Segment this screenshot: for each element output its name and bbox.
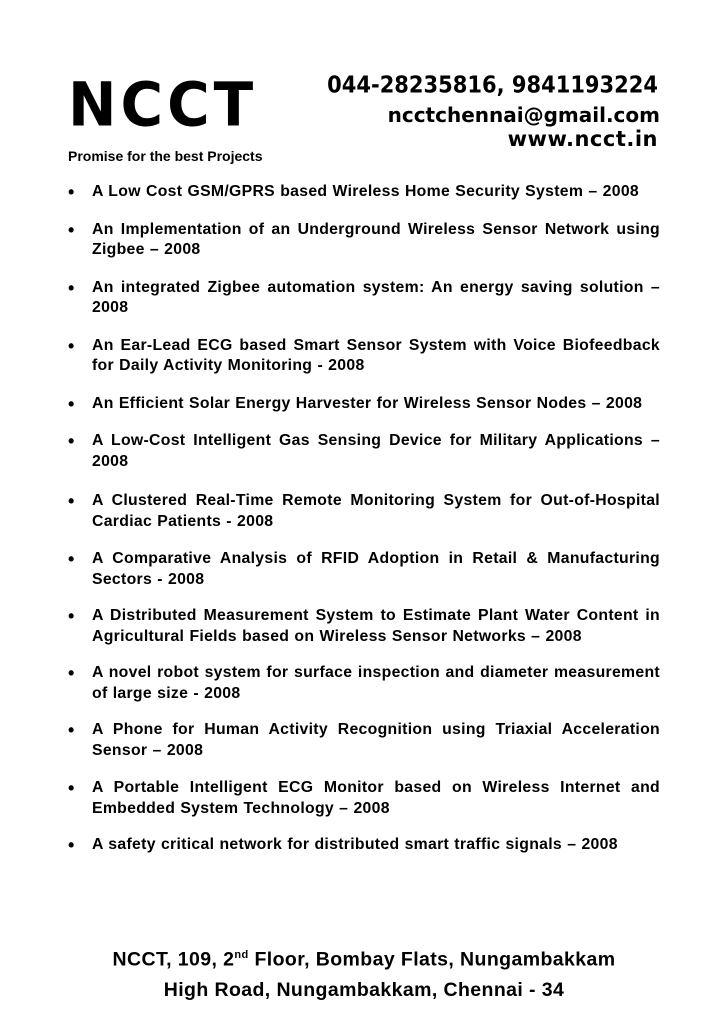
project-item: • A novel robot system for surface inspection and diameter measurement of large size - 2008 bbox=[68, 663, 660, 704]
email-address: ncctchennai@gmail.com bbox=[387, 103, 660, 127]
address-line-1 bbox=[68, 940, 660, 975]
ncct-logo: NCCT bbox=[68, 68, 258, 141]
contact-block bbox=[327, 70, 658, 154]
address-line-1-end: Floor, Bombay Flats, Nungambakkam bbox=[248, 948, 616, 971]
project-item: • A safety critical network for distributed smart traffic signals – 2008 bbox=[68, 835, 660, 856]
project-item: • An Implementation of an Underground Wireless Sensor Network using Zigbee – 2008 bbox=[68, 220, 660, 261]
project-item: • A Phone for Human Activity Recognition using Triaxial Acceleration Sensor – 2008 bbox=[68, 720, 660, 761]
project-item: • A Portable Intelligent ECG Monitor based on Wireless Internet and Embedded System Technology – 2008 bbox=[68, 778, 660, 819]
address-line-2: High Road, Nungambakkam, Chennai - 34 bbox=[163, 978, 565, 1001]
address-footer bbox=[68, 940, 660, 1005]
tagline: Promise for the best Projects bbox=[68, 148, 263, 164]
website: www.ncct.in bbox=[507, 127, 658, 151]
project-item: • An Ear-Lead ECG based Smart Sensor System with Voice Biofeedback for Daily Activity Monitoring - 2008 bbox=[68, 336, 660, 377]
project-item: • A Comparative Analysis of RFID Adoption in Retail & Manufacturing Sectors - 2008 bbox=[68, 549, 660, 590]
project-list bbox=[68, 182, 660, 856]
ordinal-suffix: nd bbox=[234, 949, 249, 961]
project-item: • A Clustered Real-Time Remote Monitoring System for Out-of-Hospital Cardiac Patients - 2008 bbox=[68, 491, 660, 532]
project-item: • An Efficient Solar Energy Harvester for Wireless Sensor Nodes – 2008 bbox=[68, 394, 660, 415]
address-line-1-start: NCCT, 109, 2 bbox=[112, 948, 235, 971]
phone-numbers: 044-28235816, 9841193224 bbox=[327, 71, 658, 99]
project-item: • An integrated Zigbee automation system: An energy saving solution – 2008 bbox=[68, 278, 660, 319]
project-item: • A Low-Cost Intelligent Gas Sensing Device for Military Applications – 2008 bbox=[68, 431, 660, 472]
project-item: • A Low Cost GSM/GPRS based Wireless Home Security System – 2008 bbox=[68, 182, 660, 203]
project-item: • A Distributed Measurement System to Estimate Plant Water Content in Agricultural Fields based on Wireless Sensor Networks – 2008 bbox=[68, 606, 660, 647]
